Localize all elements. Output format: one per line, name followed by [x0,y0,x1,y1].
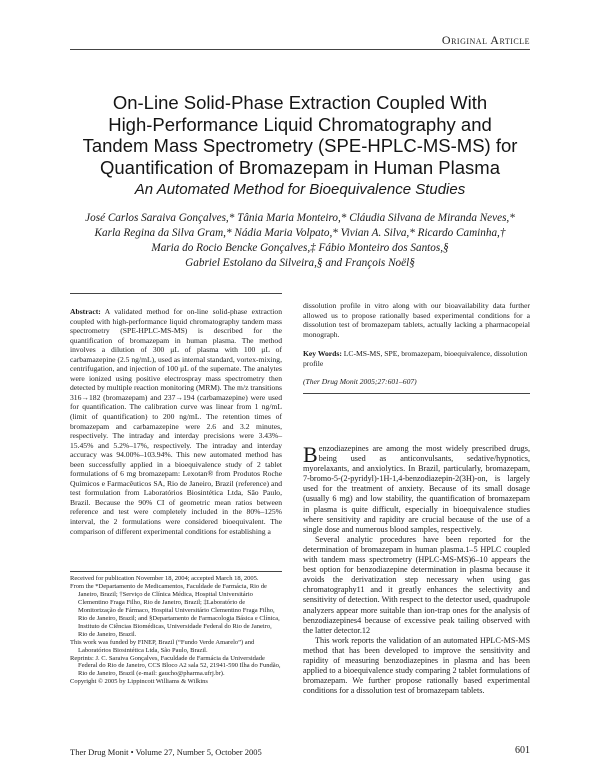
abstract-continued: dissolution profile in vitro along with our bioavailability data further allowed us to propose rationally based experimental conditions for a dissolution test of bromazepam tablets, actually lacking a pharmacopeial monograph. [303,301,530,339]
journal-citation: (Ther Drug Monit 2005;27:601–607) [303,377,417,386]
article-subtitle: An Automated Method for Bioequivalence Studies [134,181,466,198]
citation-rule [303,393,530,394]
body-paragraph: Several analytic procedures have been reported for the determination of bromazepam in human plasma.1–5 HPLC coupled with tandem mass spectrometry (HPLC-MS-MS)6–10 appears the best option for benzodiazepine determination in plasma because it avoids the derivatization step necessary when using gas chromatography11 and it greatly enhances the selectivity and sensitivity of detection. With respect to the detector used, quadrupole analyzers appear more suitable than ion-trap ones for the analysis of benzodiazepines4 because of excessive peak tailing observed with the latter detector.12 [303,534,530,635]
title-line: Tandem Mass Spectrometry (SPE-HPLC-MS-MS) for [82,135,518,156]
body-paragraph: This work reports the validation of an automated HPLC-MS-MS method that has been developed to improve the sensitivity and rapidity of measuring benzodiazepines in plasma and has been applied to a bioequivalence study comparing 2 tablet formulations of bromazepam. We further propose rationally based experimental conditions for a dissolution test of bromazepam tablets. [303,635,530,696]
footnote: This work was funded by FINEP, Brazil (“Fundo Verde Amarelo”) and Laboratórios Biosintética Ltda, São Paulo, Brazil. [70,638,255,654]
page-number: 601 [515,745,530,756]
keywords-text: LC-MS-MS, SPE, bromazepam, bioequivalence, dissolution profile [303,349,528,368]
drop-cap: B [303,442,318,467]
header-rule [70,49,530,50]
paragraph-text: enzodiazepines are among the most widely prescribed drugs, being used as anticonvulsants, sedative/hypnotics, myorelaxants, and anxiolytics. In Brazil, particularly, bromazepam, 7-bromo-5-(2-pyridyl)-1H-1,4-benzodiazepin-2(3H)-on, is largely used for the treatment of anxiety. Because of its small dosage (usually 6 mg) and low stability, the quantification of bromazepam in plasma is quite difficult, especially in bioequivalence studies where sensitivity and rapidity are crucial because of the use of a single dose and numerous blood samples, respectively. [303,444,530,534]
article-title [40,92,560,178]
title-line: Quantification of Bromazepam in Human Plasma [100,156,500,178]
footnotes [70,575,282,686]
notes-rule [70,571,282,572]
abstract-text: A validated method for on-line solid-phase extraction coupled with high-performance liquid chromatography tandem mass spectrometry (SPE-HPLC-MS-MS) is described for the quantification of bromazepam in human plasma. The method involves a dilution of 300 μL of plasma with 100 μL of carbamazepine (2.5 ng/mL), used as internal standard, vortex-mixing, centrifugation, and injection of 100 μL of the supernate. The analytes were ionized using positive electrospray mass spectrometry then detected by multiple reaction monitoring (MRM). The m/z transitions 316→182 (bromazepam) and 237→194 (carbamazepine) were used for quantification. The calibration curve was linear from 1 ng/mL (limit of quantification) to 200 ng/mL. The retention times of bromazepam and carbamazepine were 2.6 and 3.2 minutes, respectively. The intraday and interday precisions were 3.43%–15.45% and 5.2%–17%, respectively. The intraday and interday accuracy was 94.00%–103.94%. This new automated method has been successfully applied in a bioequivalence study of 2 tablet formulations of 6 mg bromazepam: Lexotan® from Produtos Roche Químicos e Farmacêuticos SA, Rio de Janeiro, Brazil (reference) and test formulation from Laboratórios Biosintética Ltda, São Paulo, Brazil. Because the 90% CI of geometric mean ratios between reference and test were completely included in the 80%–125% interval, the 2 formulations were considered bioequivalent. The comparison of different experimental conditions for establishing a [70,307,282,536]
keywords [303,349,530,368]
title-line: High-Performance Liquid Chromatography and [108,113,492,135]
author-line: Gabriel Estolano da Silveira,§ and François Noël§ [185,257,415,269]
footnote: Received for publication November 18, 2004; accepted March 18, 2005. [70,575,259,582]
body-text [303,444,530,696]
footnote: Reprints: J. C. Saraiva Gonçalves, Faculdade de Farmácia da Universidade Federal do Rio de Janeiro, CCS Bloco A2 sala 52, 21941-590 Ilha do Fundão, Rio de Janeiro, Brazil (e-mail: gaucho@pharma.ufrj.br). [70,654,281,678]
body-paragraph [303,444,530,535]
title-line: On-Line Solid-Phase Extraction Coupled With [112,92,488,113]
footer-journal: Ther Drug Monit • Volume 27, Number 5, October 2005 [70,747,262,757]
author-line: Maria do Rocio Bencke Gonçalves,‡ Fábio Monteiro dos Santos,§ [151,242,449,254]
abstract [70,307,282,536]
author-list [40,211,560,271]
footnote: Copyright © 2005 by Lippincott Williams & Wilkins [70,678,208,686]
footnote: From the *Departamento de Medicamentos, Faculdade de Farmácia, Rio de Janeiro, Brazil; †Serviço de Clínica Médica, Hospital Universitário Clementino Fraga Filho, Rio de Janeiro, Brazil; ‡Laboratório de Monitorização de Fármaco, Hospital Universitário Clementino Fraga Filho, Rio de Janeiro, Brazil; and §Departamento de Farmacologia Básica e Clínica, Instituto de Ciências Biomédicas, Universidade Federal do Rio de Janeiro, Rio de Janeiro, Brazil. [70,582,280,638]
abstract-rule [70,293,282,294]
author-line: José Carlos Saraiva Gonçalves,* Tânia Maria Monteiro,* Cláudia Silvana de Miranda Neves,* [85,212,515,224]
author-line: Karla Regina da Silva Gram,* Nádia Maria Volpato,* Vivian A. Silva,* Ricardo Caminha,† [94,227,506,239]
keywords-label: Key Words: [303,349,342,358]
abstract-label: Abstract: [70,307,101,316]
section-label: Original Article [441,33,530,47]
